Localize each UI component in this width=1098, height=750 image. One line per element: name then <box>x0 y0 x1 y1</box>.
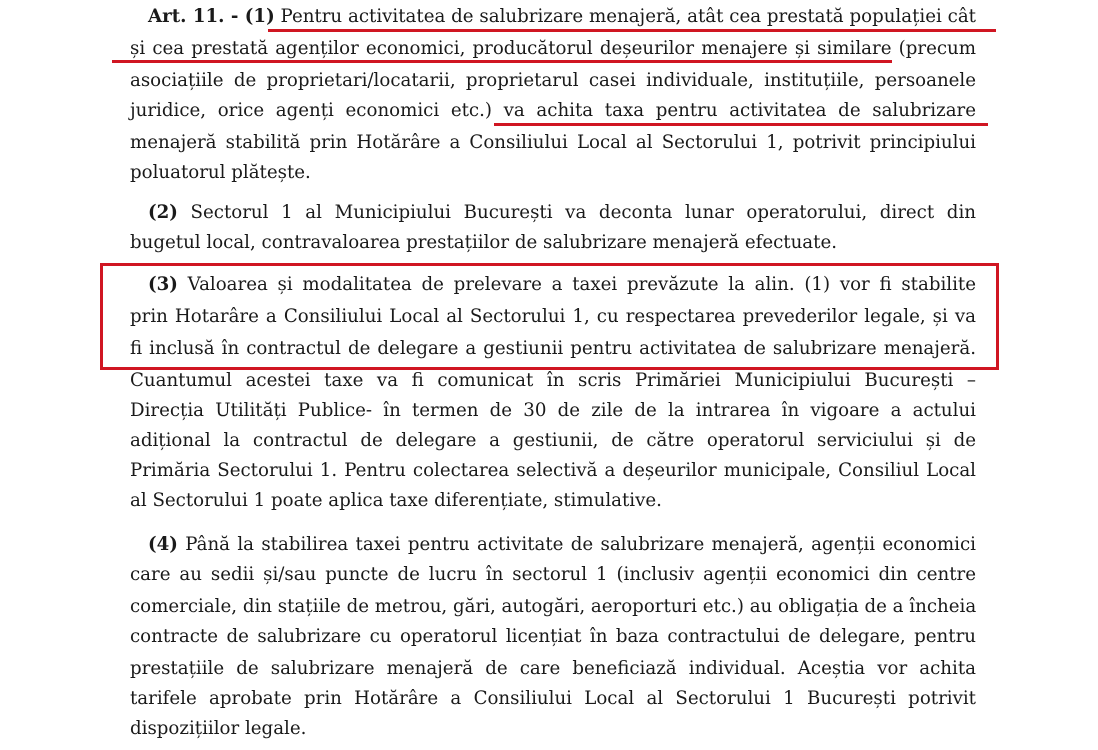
paragraph-number: (3) <box>148 274 178 295</box>
text-line: adițional la contractul de delegare a gestiunii, de către operatorul serviciului și de <box>130 430 976 451</box>
text-line: Sectorul 1 al Municipiului București va deconta lunar operatorului, direct din <box>190 202 976 223</box>
text-line: Primăria Sectorului 1. Pentru colectarea selectivă a deșeurilor municipale, Consiliul Local <box>130 460 976 481</box>
text-line: contracte de salubrizare cu operatorul licențiat în baza contractului de delegare, pentru <box>130 626 976 647</box>
article-11-line-1 <box>148 2 976 32</box>
text-line: Direcția Utilități Publice- în termen de 30 de zile de la intrarea în vigoare a actului <box>130 400 976 421</box>
text-line: dispozițiilor legale. <box>130 718 307 739</box>
text-line: Pentru activitatea de salubrizare menajeră, atât cea prestată populației cât <box>280 6 976 27</box>
text-line: menajeră stabilită prin Hotărâre a Consiliului Local al Sectorului 1, potrivit principiului <box>130 132 976 153</box>
text-line: comerciale, din stațiile de metrou, gări, autogări, aeroporturi etc.) au obligația de a încheia <box>130 596 977 617</box>
paragraph-number: (2) <box>148 202 178 223</box>
text-line: Până la stabilirea taxei pentru activitate de salubrizare menajeră, agenții economici <box>185 534 976 555</box>
text-line: fi inclusă în contractul de delegare a gestiunii pentru activitatea de salubrizare menajeră. <box>130 338 976 359</box>
annotation-underline <box>494 123 988 126</box>
text-line: Cuantumul acestei taxe va fi comunicat în scris Primăriei Municipiului București – <box>130 370 976 391</box>
text-line: al Sectorului 1 poate aplica taxe diferențiate, stimulative. <box>130 490 662 511</box>
paragraph-number: (4) <box>148 534 178 555</box>
text-line: Valoarea și modalitatea de prelevare a taxei prevăzute la alin. (1) vor fi stabilite <box>187 274 976 295</box>
text-line: juridice, orice agenți economici etc.) va achita taxa pentru activitatea de salubrizare <box>130 100 976 121</box>
text-line: care au sedii și/sau puncte de lucru în sectorul 1 (inclusiv agenții economici din centre <box>130 564 976 585</box>
annotation-underline <box>112 60 892 63</box>
text-line: asociațiile de proprietari/locatarii, proprietarul casei individuale, instituțiile, persoanele <box>130 70 976 91</box>
article-heading: Art. 11. - (1) <box>148 6 275 27</box>
text-line: bugetul local, contravaloarea prestațiilor de salubrizare menajeră efectuate. <box>130 232 837 253</box>
paragraph-2-line-1 <box>148 198 976 228</box>
text-line: și cea prestată agenților economici, producătorul deșeurilor menajere și similare (precum <box>130 38 976 59</box>
paragraph-4-line-1 <box>148 530 976 560</box>
annotation-highlight-box <box>100 263 999 370</box>
text-line: poluatorul plătește. <box>130 162 311 183</box>
annotation-underline <box>268 29 996 32</box>
text-line: prin Hotarâre a Consiliului Local al Sectorului 1, cu respectarea prevederilor legale, și va <box>130 306 976 327</box>
text-line: prestațiile de salubrizare menajeră de care beneficiază individual. Aceștia vor achita <box>130 658 976 679</box>
text-line: tarifele aprobate prin Hotărâre a Consiliului Local al Sectorului 1 București potrivit <box>130 688 976 709</box>
